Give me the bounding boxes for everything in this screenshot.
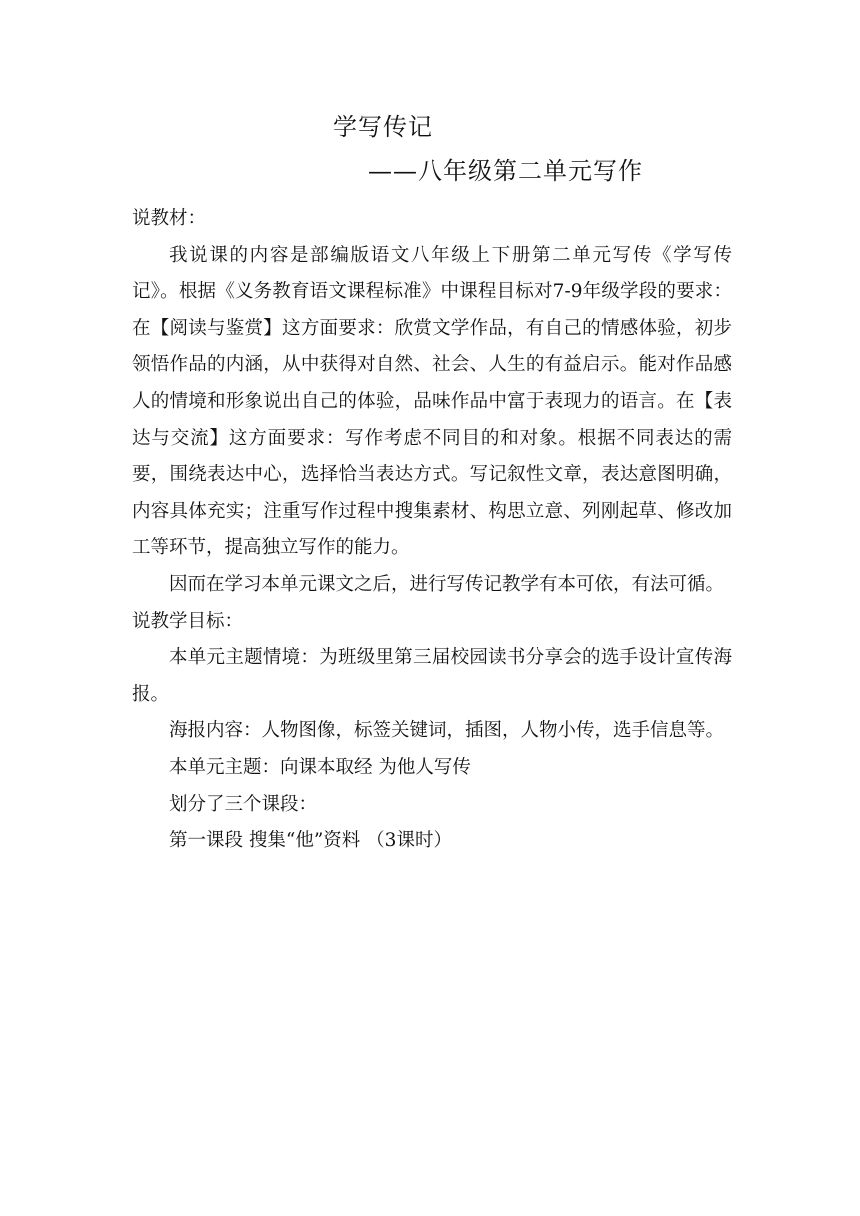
paragraph-unit-theme: 本单元主题：向课本取经 为他人写传 (169, 756, 471, 778)
paragraph-stages-intro: 划分了三个课段： (169, 793, 318, 815)
paragraph-curriculum-requirements: 我说课的内容是部编版语文八年级上下册第二单元写传《学写传记》。根据《义务教育语文课程标准》中课程目标对7-9年级学段的要求：在【阅读与鉴赏】这方面要求：欣赏文学作品，有自己的情感体验，初步领悟作品的内涵，从中获得对自然、社会、人生的有益启示。能对作品感人的情境和形象说出自己的体验，品味作品中富于表现力的语言。在【表达与交流】这方面要求：写作考虑不同目的和对象。根据不同表达的需要，围绕表达中心，选择恰当表达方式。写记叙性文章，表达意图明确，内容具体充实；注重写作过程中搜集素材、构思立意、列刚起草、修改加工等环节，提高独立写作的能力。 (132, 244, 732, 559)
document-subtitle: ——八年级第二单元写作 (368, 157, 643, 185)
document-body (132, 201, 732, 860)
paragraph-stage-one: 第一课段 搜集“他”资料 （3课时） (169, 830, 452, 852)
section-heading-textbook: 说教材： (132, 208, 207, 229)
paragraph-basis: 因而在学习本单元课文之后，进行写传记教学有本可依，有法可循。 (169, 573, 725, 595)
section-heading-objectives: 说教学目标： (132, 610, 244, 632)
document-title: 学写传记 (333, 113, 433, 141)
paragraph-poster-content: 海报内容：人物图像，标签关键词，插图，人物小传，选手信息等。 (169, 720, 725, 742)
paragraph-theme-situation: 本单元主题情境：为班级里第三届校园读书分享会的选手设计宣传海报。 (132, 647, 732, 705)
